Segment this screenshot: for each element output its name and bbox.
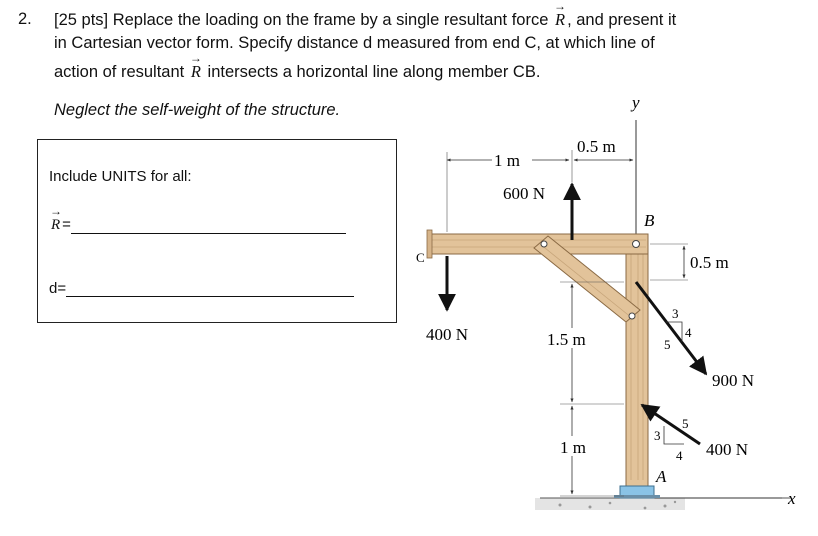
neglect-note: Neglect the self-weight of the structure. [54,101,341,119]
force-400n-left-label: 400 N [426,325,469,344]
units-instruction: Include UNITS for all: [49,168,192,185]
svg-text:5: 5 [682,416,689,431]
svg-text:3: 3 [654,428,661,443]
force-400n-right-label: 400 N [706,440,749,459]
x-axis-label: x [788,489,796,508]
svg-text:4: 4 [676,448,683,463]
answer-d-row: d= [49,280,354,297]
answer-r-row: → R = [49,216,346,234]
label-c: C [416,250,425,265]
slope-triangle-900 [664,306,692,352]
dim-1m-top-label: 1 m [494,151,520,170]
question-line-2: in Cartesian vector form. Specify distance d measured from end C, at which line of [54,34,655,52]
horizontal-beam-cb [427,230,648,258]
label-b: B [644,211,655,230]
question-line-1: [25 pts] Replace the loading on the frame by a single resultant force → R , and present it [54,8,676,32]
ground [535,498,790,510]
force-400n-right-arrow [642,405,700,444]
force-900n-label: 900 N [712,371,755,390]
dim-15m-label: 1.5 m [547,330,586,349]
y-axis-label: y [632,93,640,112]
dim-05m-right-label: 0.5 m [690,253,729,272]
svg-text:5: 5 [664,337,671,352]
dim-1m-bottom-label: 1 m [560,438,586,457]
dim-05m-top-label: 0.5 m [577,137,616,156]
svg-text:3: 3 [672,306,679,321]
vector-r-symbol: → R [553,8,567,31]
svg-text:4: 4 [685,325,692,340]
pin-b [633,241,640,248]
vector-r-symbol: → R [189,60,203,83]
label-a: A [656,467,667,486]
vector-r-symbol: → R [49,217,62,234]
force-600n-label: 600 N [503,184,546,203]
question-line-3: action of resultant → R intersects a horizontal line along member CB. [54,60,540,84]
question-number: 2. [18,10,32,28]
